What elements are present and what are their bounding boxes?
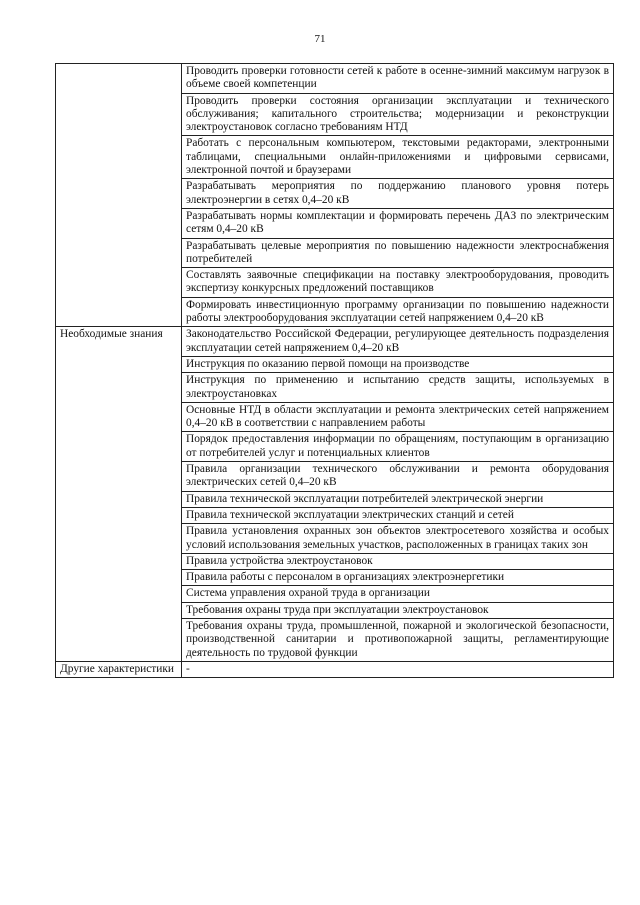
requirement-item: Разрабатывать целевые мероприятия по повышению надежности электроснабжения потребителей xyxy=(182,238,614,268)
requirement-item: Правила организации технического обслуживании и ремонта оборудования электрических сетей 0,4–20 кВ xyxy=(182,462,614,492)
requirements-table-body xyxy=(56,64,614,678)
requirement-item: Правила технической эксплуатации электрических станций и сетей xyxy=(182,507,614,523)
section-label: Другие характеристики xyxy=(56,661,182,677)
requirement-item: Система управления охраной труда в организации xyxy=(182,586,614,602)
requirement-item: Основные НТД в области эксплуатации и ремонта электрических сетей напряжением 0,4–20 кВ в соответствии с направлением работы xyxy=(182,402,614,432)
section-label: Необходимые знания xyxy=(56,327,182,662)
requirement-item: Правила устройства электроустановок xyxy=(182,553,614,569)
requirement-item: Требования охраны труда при эксплуатации электроустановок xyxy=(182,602,614,618)
requirement-item: Разрабатывать нормы комплектации и формировать перечень ДАЗ по электрическим сетям 0,4–20 кВ xyxy=(182,208,614,238)
requirement-item: Правила технической эксплуатации потребителей электрической энергии xyxy=(182,491,614,507)
requirement-item: Инструкция по оказанию первой помощи на производстве xyxy=(182,356,614,372)
section-label xyxy=(56,64,182,327)
requirement-item: Разрабатывать мероприятия по поддержанию планового уровня потерь электроэнергии в сетях 0,4–20 кВ xyxy=(182,179,614,209)
requirement-item: Инструкция по применению и испытанию средств защиты, используемых в электроустановках xyxy=(182,373,614,403)
requirements-table xyxy=(55,63,614,678)
requirement-item: - xyxy=(182,661,614,677)
requirement-item: Работать с персональным компьютером, текстовыми редакторами, электронными таблицами, специальными онлайн-приложениями и цифровыми сервисами, электронной почтой и браузерами xyxy=(182,136,614,179)
requirement-item: Правила работы с персоналом в организациях электроэнергетики xyxy=(182,570,614,586)
requirement-item: Законодательство Российской Федерации, регулирующее деятельность подразделения эксплуатации сетей напряжением 0,4–20 кВ xyxy=(182,327,614,357)
requirement-item: Порядок предоставления информации по обращениям, поступающим в организацию от потребителей услуг и потенциальных клиентов xyxy=(182,432,614,462)
requirement-item: Формировать инвестиционную программу организации по повышению надежности работы электрооборудования эксплуатации сетей напряжением 0,4–20 кВ xyxy=(182,297,614,327)
page-number: 71 xyxy=(314,33,326,45)
requirement-item: Проводить проверки готовности сетей к работе в осенне-зимний максимум нагрузок в объеме своей компетенции xyxy=(182,64,614,94)
requirement-item: Правила установления охранных зон объектов электросетевого хозяйства и особых условий использования земельных участков, расположенных в границах таких зон xyxy=(182,524,614,554)
table-row xyxy=(56,64,614,94)
table-row xyxy=(56,661,614,677)
requirement-item: Требования охраны труда, промышленной, пожарной и экологической безопасности, производственной санитарии и противопожарной защиты, регламентирующие деятельность по трудовой функции xyxy=(182,618,614,661)
requirement-item: Проводить проверки состояния организации эксплуатации и технического обслуживания; капитального строительства; модернизации и реконструкции электроустановок согласно требованиям НТД xyxy=(182,93,614,136)
table-row xyxy=(56,327,614,357)
requirement-item: Составлять заявочные спецификации на поставку электрооборудования, проводить экспертизу конкурсных предложений поставщиков xyxy=(182,268,614,298)
